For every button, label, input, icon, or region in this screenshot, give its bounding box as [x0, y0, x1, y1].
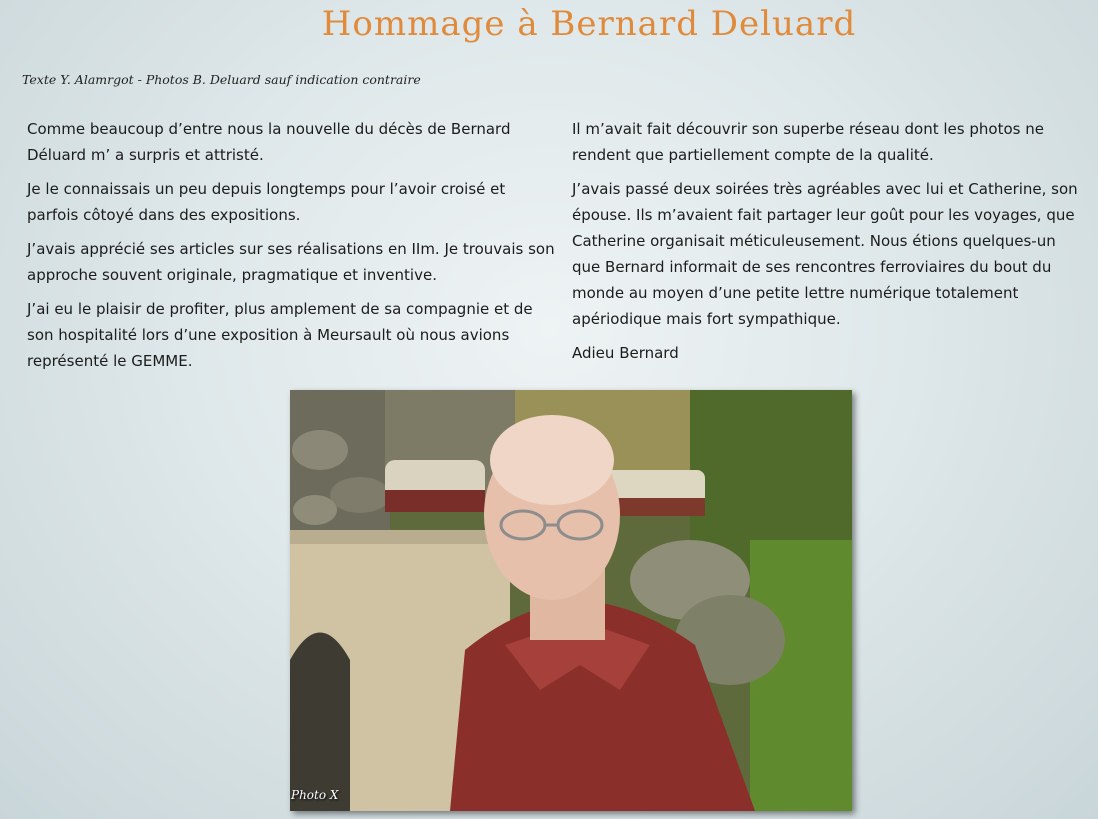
right-column [572, 116, 1087, 374]
paragraph: Il m’avait fait découvrir son superbe réseau dont les photos ne rendent que partiellement compte de la qualité. [572, 120, 1044, 164]
paragraph: J’avais passé deux soirées très agréables avec lui et Catherine, son épouse. Ils m’avaient fait partager leur goût pour les voyages, que Catherine organisait méticuleusement. Nous étions quelques-un que Bernard informait de ses rencontres ferroviaires du bout du monde au moyen d’une petite lettre numérique totalement apériodique mais fort sympathique. [572, 180, 1078, 328]
signoff: Adieu Bernard [572, 344, 679, 362]
paragraph: Je le connaissais un peu depuis longtemps pour l’avoir croisé et parfois côtoyé dans des expositions. [27, 180, 506, 224]
paragraph: J’avais apprécié ses articles sur ses réalisations en IIm. Je trouvais son approche souvent originale, pragmatique et inventive. [27, 240, 555, 284]
portrait-photo [290, 390, 852, 811]
photo-credit: Photo X [291, 788, 339, 802]
left-column [27, 116, 557, 382]
page-title: Hommage à Bernard Deluard [321, 4, 857, 44]
author-credit: Texte Y. Alamrgot - Photos B. Deluard sauf indication contraire [22, 72, 421, 87]
paragraph: Comme beaucoup d’entre nous la nouvelle du décès de Bernard Déluard m’ a surpris et attristé. [27, 120, 511, 164]
paragraph: J’ai eu le plaisir de profiter, plus amplement de sa compagnie et de son hospitalité lors d’une exposition à Meursault où nous avions représenté le GEMME. [27, 300, 533, 370]
